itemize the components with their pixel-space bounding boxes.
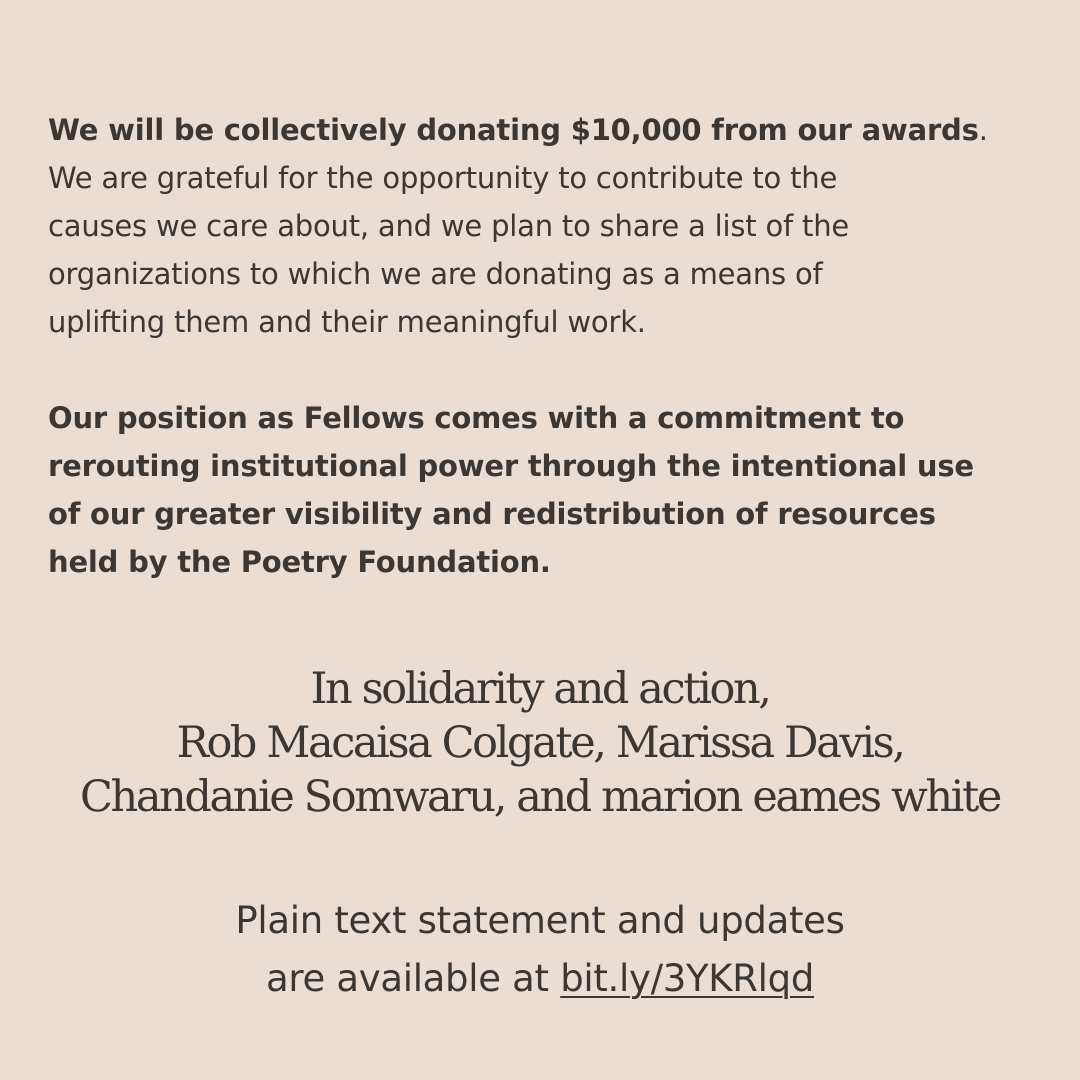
footer-line-2 — [0, 950, 1080, 1008]
statement-link[interactable]: bit.ly/3YKRlqd — [560, 957, 815, 1000]
position-paragraph — [48, 394, 1048, 586]
donation-line-3: organizations to which we are donating as a means of — [48, 257, 823, 291]
donation-line-2: causes we care about, and we plan to share a list of the — [48, 209, 850, 243]
donation-lead: We will be collectively donating $10,000 from our awards — [48, 113, 979, 147]
donation-lead-line — [48, 106, 1048, 154]
footer-note — [0, 892, 1080, 1008]
position-line-1: Our position as Fellows comes with a commitment to — [48, 401, 905, 435]
position-line-2: rerouting institutional power through the intentional use — [48, 449, 974, 483]
donation-line-1: We are grateful for the opportunity to contribute to the — [48, 161, 838, 195]
donation-line-4: uplifting them and their meaningful work. — [48, 305, 646, 339]
donation-lead-punct: . — [978, 113, 988, 147]
footer-line-1: Plain text statement and updates — [235, 899, 845, 942]
signoff-names-2: Chandanie Somwaru, and marion eames white — [80, 772, 1000, 822]
footer-line-2-prefix: are available at — [265, 957, 561, 1000]
signoff-names-1: Rob Macaisa Colgate, Marissa Davis, — [176, 718, 904, 768]
donation-paragraph — [48, 106, 1048, 346]
position-line-3: of our greater visibility and redistribution of resources — [48, 497, 936, 531]
position-line-4: held by the Poetry Foundation. — [48, 545, 551, 579]
signoff-block — [0, 662, 1080, 824]
signoff-greeting: In solidarity and action, — [310, 664, 770, 714]
